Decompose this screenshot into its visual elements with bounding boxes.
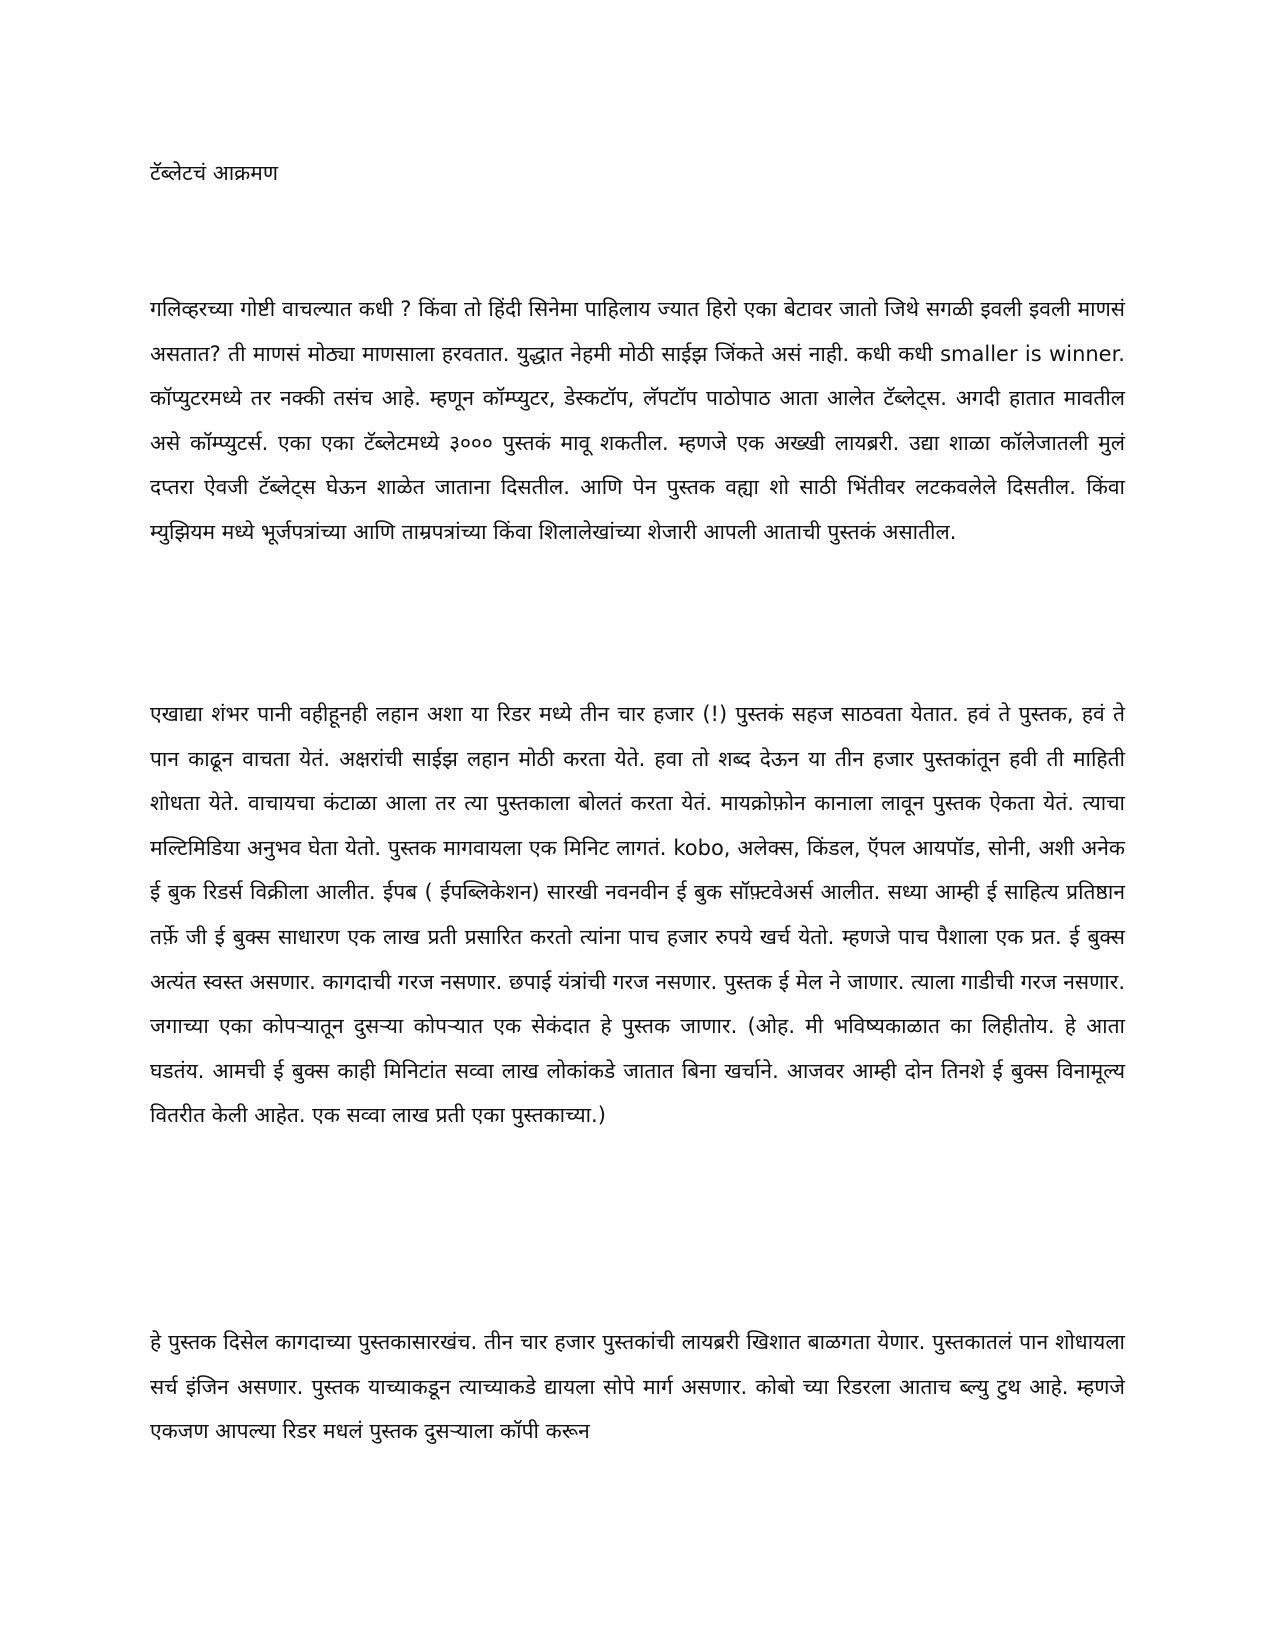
paragraph-1: गलिव्हरच्या गोष्टी वाचल्यात कधी ? किंवा तो हिंदी सिनेमा पाहिलाय ज्यात हिरो एका बेटावर जातो जिथे सगळी इवली इवली माणसं असतात? ती माणसं मोठ्या माणसाला हरवतात. युद्धात नेहमी मोठी साईझ जिंकते असं नाही. कधी कधी smaller is winner. कॉप्युटरमध्ये तर नक्की तसंच आहे. म्हणून कॉम्प्युटर, डेस्कटॉप, लॅपटॉप पाठोपाठ आता आलेत टॅब्लेट्स. अगदी हातात मावतील असे कॉम्प्युटर्स. एका एका टॅब्लेटमध्ये ३००० पुस्तकं मावू शकतील. म्हणजे एक अख्खी लायब्ररी. उद्या शाळा कॉलेजातली मुलं दप्तरा ऐवजी टॅब्लेट्स घेऊन शाळेत जाताना दिसतील. आणि पेन पुस्तक वह्या शो साठी भिंतीवर लटकवलेले दिसतील. किंवा म्युझियम मध्ये भूर्जपत्रांच्या आणि ताम्रपत्रांच्या किंवा शिलालेखांच्या शेजारी आपली आताची पुस्तकं असातील. (150, 297, 1125, 544)
document-title: टॅब्लेटचं आक्रमण (150, 161, 279, 185)
paragraph-2: एखाद्या शंभर पानी वहीहूनही लहान अशा या रिडर मध्ये तीन चार हजार (!) पुस्तकं सहज साठवता येतात. हवं ते पुस्तक, हवं ते पान काढून वाचता येतं. अक्षरांची साईझ लहान मोठी करता येते. हवा तो शब्द देऊन या तीन हजार पुस्तकांतून हवी ती माहिती शोधता येते. वाचायचा कंटाळा आला तर त्या पुस्तकाला बोलतं करता येतं. मायक्रोफ़ोन कानाला लावून पुस्तक ऐकता येतं. त्याचा मल्टिमिडिया अनुभव घेता येतो. पुस्तक मागवायला एक मिनिट लागतं. kobo, अलेक्स, किंडल, ऍपल आयपॉड, सोनी, अशी अनेक ई बुक रिडर्स विक्रीला आलीत. ईपब ( ईपब्लिकेशन) सारखी नवनवीन ई बुक सॉफ़्टवेअर्स आलीत. सध्या आम्ही ई साहित्य प्रतिष्ठान तर्फ़े जी ई बुक्स साधारण एक लाख प्रती प्रसारित करतो त्यांना पाच हजार रुपये खर्च येतो. म्हणजे पाच पैशाला एक प्रत. ई बुक्स अत्यंत स्वस्त असणार. कागदाची गरज नसणार. छपाई यंत्रांची गरज नसणार. पुस्तक ई मेल ने जाणार. त्याला गाडीची गरज नसणार. जगाच्या एका कोपऱ्यातून दुसऱ्या कोपऱ्यात एक सेकंदात हे पुस्तक जाणार. (ओह. मी भविष्यकाळात का लिहीतोय. हे आता घडतंय. आमची ई बुक्स काही मिनिटांत सव्वा लाख लोकांकडे जातात बिना खर्चाने. आजवर आम्ही दोन तिनशे ई बुक्स विनामूल्य वितरीत केली आहेत. एक सव्वा लाख प्रती एका पुस्तकाच्या.) (150, 702, 1125, 1128)
paragraph-3: हे पुस्तक दिसेल कागदाच्या पुस्तकासारखंच. तीन चार हजार पुस्तकांची लायब्ररी खिशात बाळगता येणार. पुस्तकातलं पान शोधायला सर्च इंजिन असणार. पुस्तक याच्याकडून त्याच्याकडे द्यायला सोपे मार्ग असणार. कोबो च्या रिडरला आताच ब्ल्यु टुथ आहे. म्हणजे एकजण आपल्या रिडर मधलं पुस्तक दुसऱ्याला कॉपी करून (150, 1330, 1125, 1444)
